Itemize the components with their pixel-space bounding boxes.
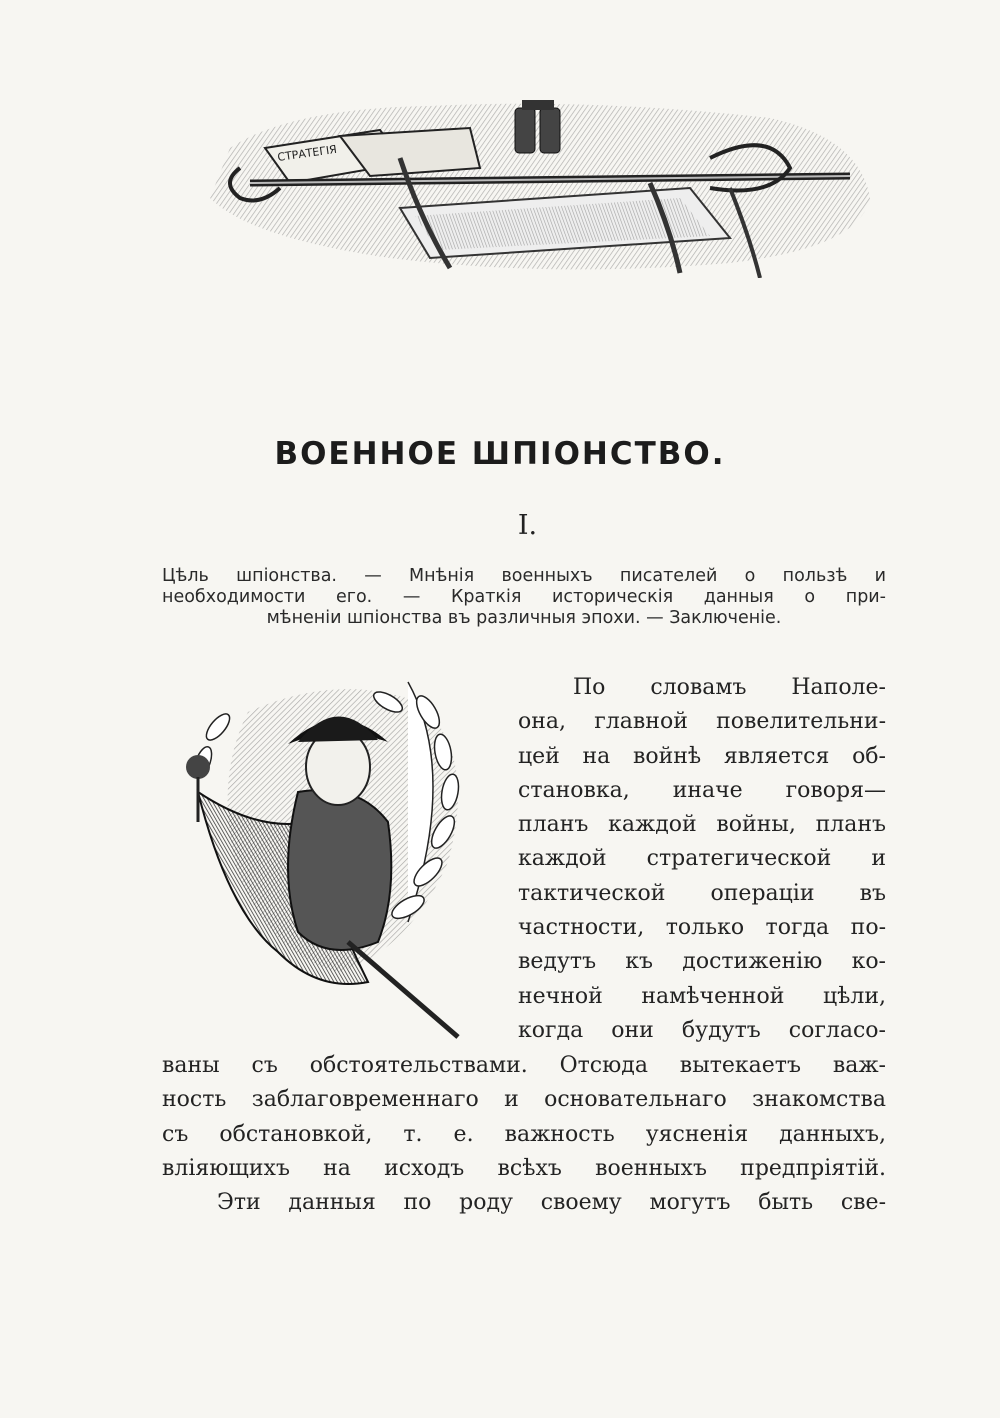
text-line: ность заблаговременнаго и основательнаго знакомства: [162, 1087, 886, 1113]
text-line: ведутъ къ достиженію ко-: [518, 949, 886, 975]
full-width-paragraph: [162, 1049, 886, 1220]
text-line: становка, иначе говоря—: [518, 777, 886, 803]
book-spine-label: СТРАТЕГІЯ: [276, 142, 338, 164]
text-line: ваны съ обстоятельствами. Отсюда вытекаетъ важ-: [162, 1053, 886, 1078]
wrapped-paragraph: [518, 671, 886, 1048]
chapter-synopsis: [162, 566, 886, 629]
text-line: Эти данныя по роду своему могутъ быть све-: [217, 1190, 886, 1216]
text-line: съ обстановкой, т. е. важность уясненія данныхъ,: [162, 1121, 886, 1147]
napoleon-portrait-engraving: [158, 672, 503, 1047]
text-line: она, главной повелительни-: [518, 709, 886, 735]
text-line: нечной намѣченной цѣли,: [518, 983, 886, 1009]
text-line: частности, только тогда по-: [518, 915, 886, 941]
chapter-number: I.: [517, 510, 538, 541]
text-line: По словамъ Наполе-: [573, 675, 886, 700]
headpiece-engraving: [170, 88, 890, 278]
text-line: когда они будутъ согласо-: [518, 1017, 886, 1043]
text-line: тактической операціи въ: [518, 880, 886, 906]
text-line: каждой стратегической и: [518, 846, 886, 872]
synopsis-line: необходимости его. — Краткія историческія данныя о при-: [162, 587, 886, 607]
synopsis-line: мѣненіи шпіонства въ различныя эпохи. — Заключеніе.: [266, 608, 782, 628]
text-line: планъ каждой войны, планъ: [518, 812, 886, 838]
page-title: ВОЕННОЕ ШПІОНСТВО.: [274, 436, 726, 472]
synopsis-line: Цѣль шпіонства. — Мнѣнія военныхъ писателей о пользѣ и: [162, 566, 886, 586]
text-line: цей на войнѣ является об-: [518, 743, 886, 769]
text-line: вліяющихъ на исходъ всѣхъ военныхъ предпріятій.: [162, 1155, 886, 1181]
